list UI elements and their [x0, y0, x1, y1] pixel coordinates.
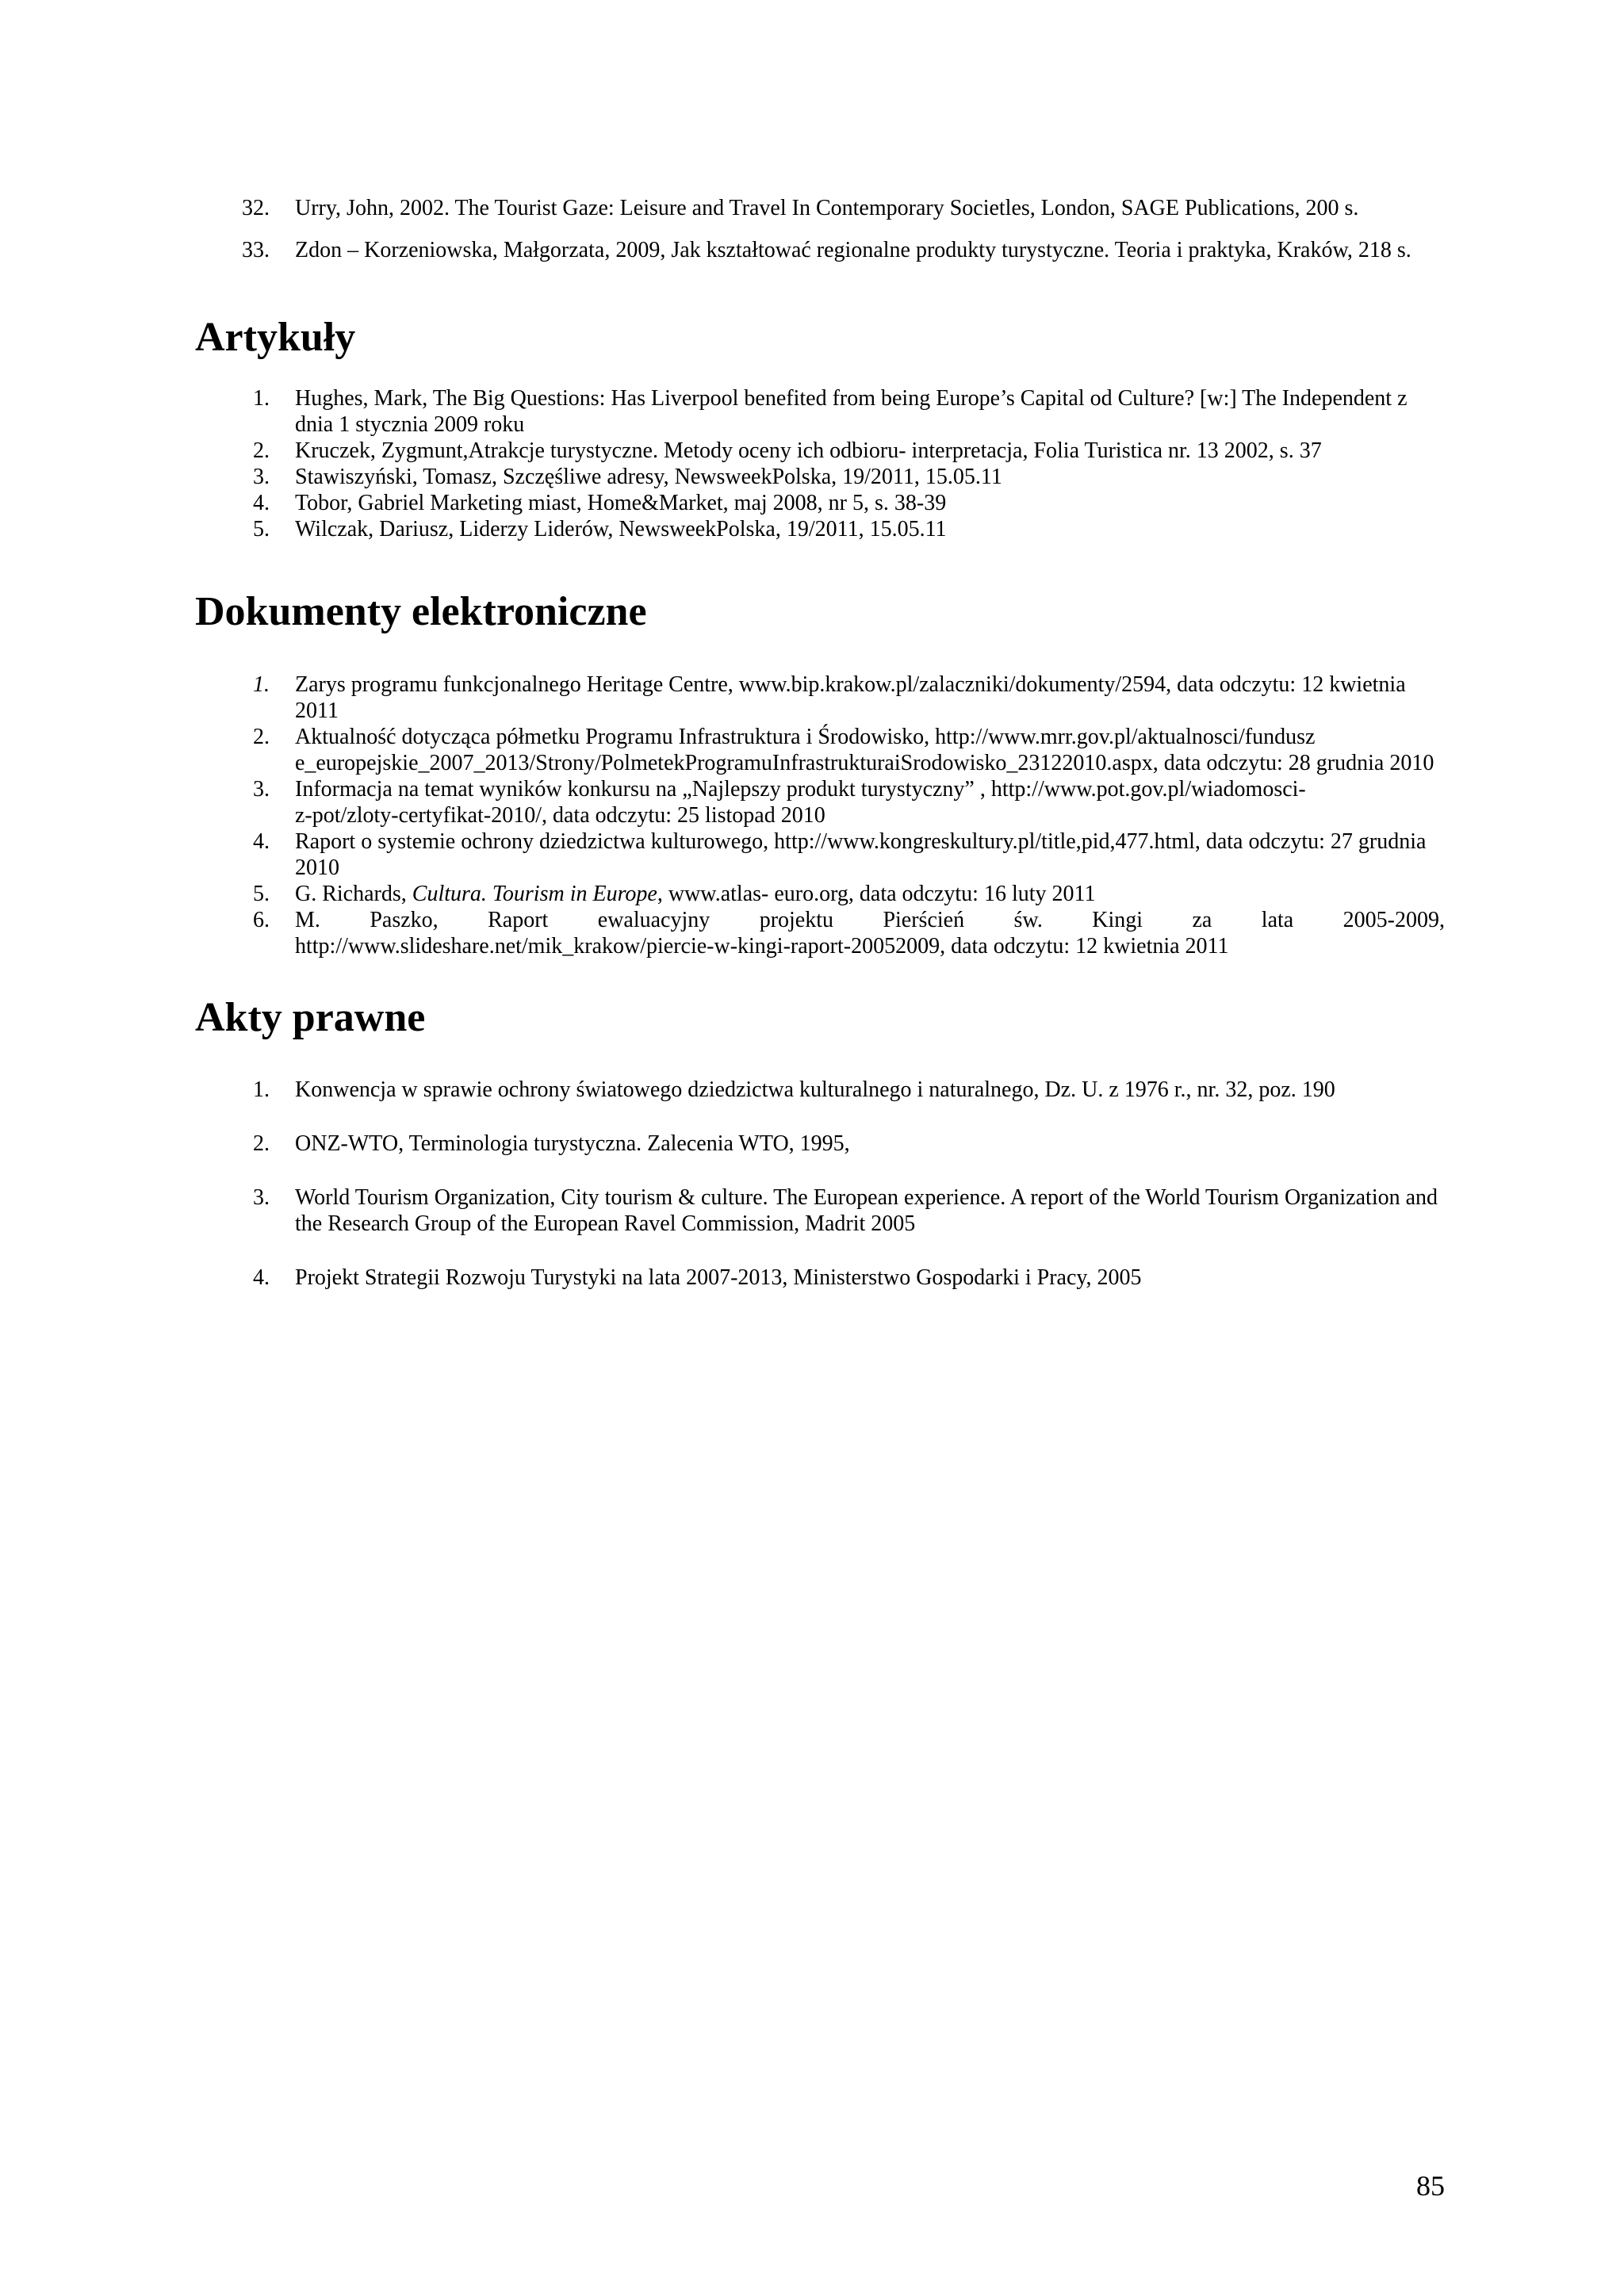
item-text: Raport o systemie ochrony dziedzictwa kulturowego, http://www.kongreskultury.pl/title,pid,477.html, data odczytu: 27 grudnia 2010	[295, 829, 1427, 880]
list-item	[195, 229, 1445, 271]
item-number: 2.	[253, 1131, 270, 1156]
list-item	[195, 1131, 1445, 1157]
legal-list	[195, 1077, 1445, 1291]
item-text-line: Aktualność dotycząca półmetku Programu Infrastruktura i Środowisko, http://www.mrr.gov.pl/aktualnosci/fundusz	[295, 725, 1316, 749]
item-text-line: http://www.slideshare.net/mik_krakow/piercie-w-kingi-raport-20052009, data odczytu: 12 kwietnia 2011	[295, 934, 1229, 959]
section-heading-electronic: Dokumenty elektroniczne	[195, 589, 647, 634]
item-text: Hughes, Mark, The Big Questions: Has Liverpool benefited from being Europe’s Capital od Culture? [w:] The Independent z dnia 1 stycznia 2009 roku	[295, 386, 1408, 437]
item-number: 2.	[253, 438, 270, 463]
list-item	[195, 385, 1445, 438]
list-item	[195, 672, 1445, 724]
item-text: Wilczak, Dariusz, Liderzy Liderów, NewsweekPolska, 19/2011, 15.05.11	[295, 517, 947, 541]
item-text	[295, 907, 1445, 959]
page-number: 85	[1416, 2170, 1445, 2202]
item-text	[295, 776, 1445, 828]
item-text-prefix: G. Richards,	[295, 882, 412, 906]
item-text-line: e_europejskie_2007_2013/Strony/PolmetekProgramuInfrastrukturaiSrodowisko_23122010.aspx, data odczytu: 28 grudnia 2010	[295, 751, 1434, 775]
list-item	[195, 724, 1445, 776]
item-text: Projekt Strategii Rozwoju Turystyki na lata 2007-2013, Ministerstwo Gospodarki i Pracy, 2005	[295, 1265, 1142, 1290]
list-item	[195, 907, 1445, 959]
item-number: 1.	[253, 1077, 270, 1102]
list-item	[195, 1077, 1445, 1103]
list-item	[195, 516, 1445, 542]
item-text: ONZ-WTO, Terminologia turystyczna. Zalecenia WTO, 1995,	[295, 1131, 850, 1156]
list-item	[195, 187, 1445, 229]
item-number: 3.	[253, 1185, 270, 1210]
list-item	[195, 1184, 1445, 1237]
item-number: 3.	[253, 465, 270, 489]
item-text: Zdon – Korzeniowska, Małgorzata, 2009, Jak kształtować regionalne produkty turystyczne. Teoria i praktyka, Kraków, 218 s.	[295, 238, 1411, 262]
articles-list	[195, 385, 1445, 542]
item-number: 1.	[253, 386, 270, 411]
list-item	[195, 464, 1445, 490]
item-text: Urry, John, 2002. The Tourist Gaze: Leisure and Travel In Contemporary Societles, London, SAGE Publications, 200 s.	[295, 196, 1359, 220]
item-text-line: M. Paszko, Raport ewaluacyjny projektu Pierścień św. Kingi za lata 2005-2009,	[295, 908, 1445, 932]
item-text	[295, 724, 1445, 776]
list-item	[195, 490, 1445, 516]
section-heading-legal: Akty prawne	[195, 995, 426, 1040]
item-text: Stawiszyński, Tomasz, Szczęśliwe adresy, NewsweekPolska, 19/2011, 15.05.11	[295, 465, 1002, 489]
item-text-title: Cultura. Tourism in Europe	[412, 882, 657, 906]
list-item	[195, 828, 1445, 881]
item-number: 4.	[253, 829, 270, 854]
item-number: 2.	[253, 725, 270, 749]
item-number: 4.	[253, 1265, 270, 1290]
section-heading-articles: Artykuły	[195, 315, 356, 360]
page-content	[195, 187, 1445, 1291]
list-item	[195, 438, 1445, 464]
item-number: 5.	[253, 517, 270, 541]
item-text: Zarys programu funkcjonalnego Heritage Centre, www.bip.krakow.pl/zalaczniki/dokumenty/2594, data odczytu: 12 kwietnia 2011	[295, 672, 1406, 723]
item-text	[295, 881, 1445, 907]
item-text: World Tourism Organization, City tourism & culture. The European experience. A report of the World Tourism Organization and the Research Group of the European Ravel Commission, Madrit 2005	[295, 1185, 1438, 1236]
item-number: 5.	[253, 882, 270, 906]
list-item	[195, 776, 1445, 828]
item-text-line: z-pot/zloty-certyfikat-2010/, data odczytu: 25 listopad 2010	[295, 803, 825, 828]
item-number: 1.	[253, 672, 270, 697]
list-item	[195, 881, 1445, 907]
item-number: 6.	[253, 908, 270, 932]
item-text: Kruczek, Zygmunt,Atrakcje turystyczne. Metody oceny ich odbioru- interpretacja, Folia Turistica nr. 13 2002, s. 37	[295, 438, 1322, 463]
item-number: 33.	[242, 238, 270, 262]
electronic-list	[195, 672, 1445, 959]
continued-references	[195, 187, 1445, 271]
item-number: 32.	[242, 196, 270, 220]
item-number: 4.	[253, 491, 270, 515]
item-text: Konwencja w sprawie ochrony światowego dziedzictwa kulturalnego i naturalnego, Dz. U. z 1976 r., nr. 32, poz. 190	[295, 1077, 1335, 1102]
item-text-suffix: , www.atlas- euro.org, data odczytu: 16 luty 2011	[657, 882, 1096, 906]
item-text: Tobor, Gabriel Marketing miast, Home&Market, maj 2008, nr 5, s. 38-39	[295, 491, 947, 515]
item-text-line: Informacja na temat wyników konkursu na „Najlepszy produkt turystyczny” , http://www.pot.gov.pl/wiadomosci-	[295, 777, 1306, 802]
list-item	[195, 1265, 1445, 1291]
item-number: 3.	[253, 777, 270, 802]
